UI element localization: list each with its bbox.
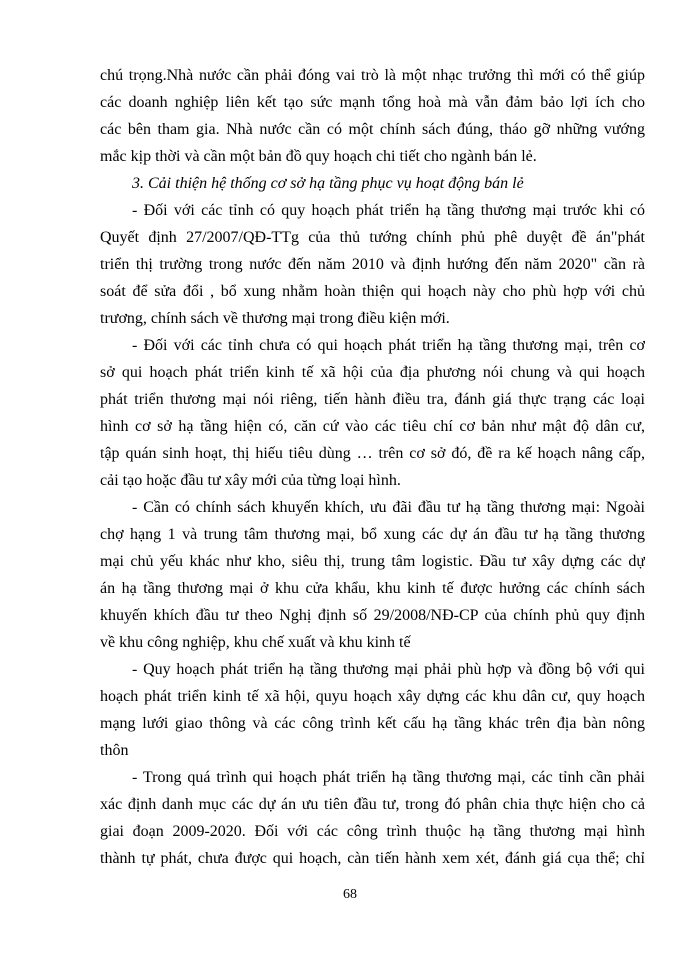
text-line: cải tạo hoặc đầu tư xây mới của từng loại hình. [100,472,401,489]
text-line: soát để sửa đổi , bổ xung nhằm hoàn thiện qui hoạch này cho phù hợp với chủ [100,283,645,300]
text-line: - Đối với các tỉnh chưa có qui hoạch phát triển hạ tầng thương mại, trên cơ [132,337,645,354]
text-line: các bên tham gia. Nhà nước cần có một chính sách đúng, tháo gỡ những vướng [100,121,645,138]
text-line: thành tự phát, chưa được qui hoạch, càn tiến hành xem xét, đánh giá cụa thể; chỉ [100,850,645,867]
page-number: 68 [343,887,357,902]
text-line: thôn [100,742,129,759]
text-line: án hạ tầng thương mại ở khu cửa khẩu, khu kinh tế được hưởng các chính sách [100,580,645,597]
text-line: Quyết định 27/2007/QĐ-TTg của thủ tướng chính phủ phê duyệt đề án"phát [100,229,645,246]
text-line: xác định danh mục các dự án ưu tiên đầu tư, trong đó phân chia thực hiện cho cả [100,796,645,813]
text-line: tập quán sinh hoạt, thị hiếu tiêu dùng … trên cơ sở đó, đề ra kế hoạch nâng cấp, [100,445,645,462]
text-line: về khu công nghiệp, khu chế xuất và khu kinh tế [100,634,411,651]
text-line: - Quy hoạch phát triển hạ tầng thương mại phải phù hợp và đồng bộ với qui [132,661,645,678]
text-line: các doanh nghiệp liên kết tạo sức mạnh tổng hoà mà vẫn đảm bảo lợi ích cho [100,94,645,111]
text-line: hoạch phát triển kinh tế xã hội, quyu hoạch xây dựng các khu dân cư, quy hoạch [100,688,645,705]
text-line: mạng lưới giao thông và các công trình kết cấu hạ tầng khác trên địa bàn nông [100,715,645,732]
text-line: chú trọng.Nhà nước cần phải đóng vai trò là một nhạc trưởng thì mới có thể giúp [100,67,645,84]
text-line: triển thị trường trong nước đến năm 2010 và định hướng đến năm 2020" cần rà [100,256,645,273]
text-line: sở qui hoạch phát triển kinh tế xã hội của địa phương nói chung và qui hoạch [100,364,645,381]
text-line: - Đối với các tỉnh có quy hoạch phát triển hạ tầng thương mại trước khi có [132,202,645,219]
text-line: mại chủ yếu khác như kho, siêu thị, trung tâm logistic. Đầu tư xây dựng các dự [100,553,645,570]
text-line: mắc kịp thời và cần một bản đồ quy hoạch chi tiết cho ngành bán lẻ. [100,148,537,165]
text-line: giai đoạn 2009-2020. Đối với các công trình thuộc hạ tầng thương mại hình [100,823,645,840]
text-line: phát triển thương mại nói riêng, tiến hành điều tra, đánh giá thực trạng các loại [100,391,645,408]
text-line: chợ hạng 1 và trung tâm thương mại, bổ xung các dự án đầu tư hạ tầng thương [100,526,645,543]
text-line: - Trong quá trình qui hoạch phát triển hạ tầng thương mại, các tỉnh cần phải [132,769,645,786]
text-line: khuyến khích đầu tư theo Nghị định số 29/2008/NĐ-CP của chính phủ quy định [100,607,645,624]
text-line: - Cần có chính sách khuyến khích, ưu đãi đầu tư hạ tầng thương mại: Ngoài [132,499,645,516]
section-heading: 3. Cải thiện hệ thống cơ sở hạ tầng phục vụ hoạt động bán lẻ [132,175,524,192]
body-text [100,62,645,872]
text-line: trương, chính sách về thương mại trong điều kiện mới. [100,310,450,327]
text-line: hình cơ sở hạ tầng hiện có, căn cứ vào các tiêu chí cơ bản như mật độ dân cư, [100,418,645,435]
